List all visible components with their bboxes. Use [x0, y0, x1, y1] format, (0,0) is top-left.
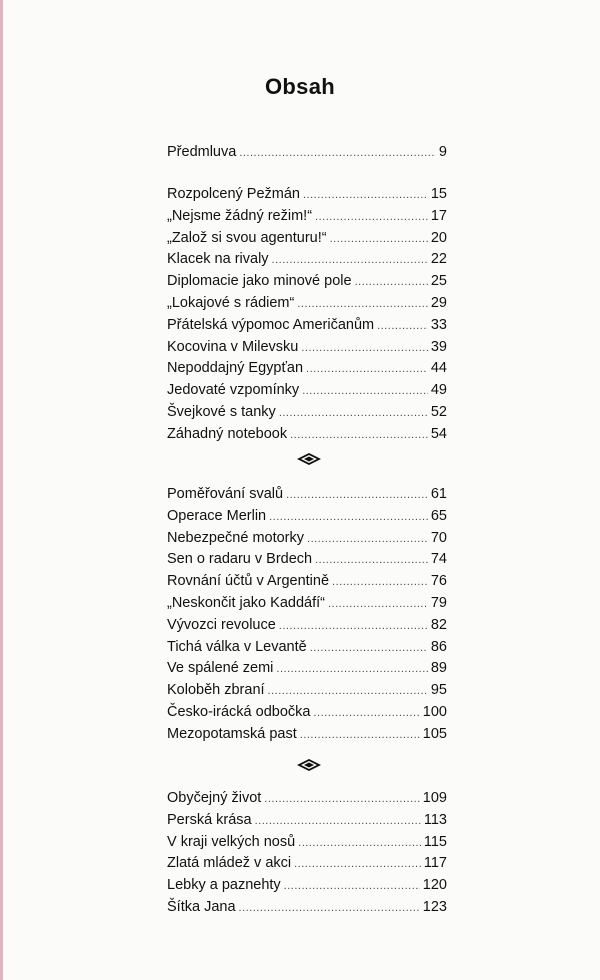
dot-leader [306, 363, 428, 375]
toc-entry [167, 899, 447, 921]
dot-leader [330, 233, 428, 245]
toc-entry-title: Kocovina v Milevsku [167, 338, 299, 355]
dot-leader [298, 837, 421, 849]
dot-leader [279, 620, 428, 632]
toc-entry-page: 109 [422, 790, 447, 806]
toc-entry [167, 530, 447, 552]
toc-entry [167, 790, 447, 812]
toc-entry [167, 317, 447, 339]
toc-entry-page: 54 [430, 425, 447, 442]
toc-entry-title: V kraji velkých nosů [167, 833, 296, 850]
dot-leader [286, 489, 428, 501]
toc-entry-page: 29 [430, 295, 447, 311]
dot-leader [294, 858, 421, 870]
toc-entry-page: 115 [423, 833, 447, 850]
dot-leader [264, 793, 420, 805]
toc-entry [167, 208, 447, 230]
toc-entry-title: Ve spálené zemi [167, 660, 274, 677]
toc-entry-title: Koloběh zbraní [167, 682, 265, 699]
toc-entry [167, 382, 447, 404]
dot-leader [279, 407, 428, 419]
toc-entry [167, 186, 447, 208]
dot-leader [315, 211, 428, 223]
toc-entry-title: Jedovaté vzpomínky [167, 382, 300, 399]
toc-entry [167, 508, 447, 530]
toc-entry-title: Nepoddajný Egypťan [167, 360, 304, 377]
toc-entry [167, 726, 447, 748]
toc-entry [167, 486, 447, 508]
toc-entry-title: Rozpolcený Pežmán [167, 186, 300, 202]
toc-entry-title: „Založ si svou agenturu!“ [167, 229, 327, 246]
toc-entry [167, 639, 447, 661]
toc-entry [167, 144, 447, 166]
dot-leader [315, 554, 428, 566]
toc-entry-page: 39 [430, 338, 447, 355]
toc-entry-page: 33 [430, 316, 447, 333]
dot-leader [297, 298, 428, 310]
toc-entry-title: Švejkové s tanky [167, 404, 276, 420]
dot-leader [301, 342, 428, 354]
toc-entry-title: Klacek na rivaly [167, 251, 269, 268]
toc-entry-page: 44 [430, 360, 447, 377]
toc-entry-title: Rovnání účtů v Argentině [167, 573, 330, 590]
toc-entry-title: Šítka Jana [167, 899, 236, 915]
toc-entry-page: 65 [430, 507, 447, 524]
toc-entry [167, 251, 447, 273]
dot-leader [290, 429, 428, 441]
toc-entry-title: Záhadný notebook [167, 425, 288, 442]
toc-entry-title: Poměřování svalů [167, 486, 284, 502]
toc-entry-page: 100 [422, 704, 447, 720]
dot-leader [268, 685, 428, 697]
ornament-divider [296, 758, 322, 772]
dot-leader [377, 320, 428, 332]
toc-entry-title: „Lokajové s rádiem“ [167, 295, 295, 311]
toc-entry [167, 295, 447, 317]
toc-entry-page: 17 [430, 207, 447, 224]
toc-entry-page: 120 [422, 877, 447, 894]
toc-entry-page: 79 [430, 595, 447, 611]
dot-leader [272, 254, 428, 266]
dot-leader [328, 598, 428, 610]
toc-entry-title: Sen o radaru v Brdech [167, 551, 313, 568]
dot-leader [332, 576, 428, 588]
toc-entry-title: „Nejsme žádný režim!“ [167, 207, 313, 224]
toc-entry-title: Předmluva [167, 144, 237, 160]
toc-entry-title: Obyčejný život [167, 790, 262, 806]
page-title: Obsah [265, 74, 335, 99]
toc-entry [167, 617, 447, 639]
dot-leader [255, 815, 421, 827]
toc-entry-page: 25 [430, 273, 447, 290]
dot-leader [239, 147, 436, 159]
toc-entry-page: 61 [430, 486, 447, 502]
toc-entry-page: 52 [430, 404, 447, 420]
toc-entry [167, 877, 447, 899]
toc-entry-page: 49 [430, 382, 447, 399]
toc-entry-title: „Neskončit jako Kaddáfí“ [167, 595, 325, 611]
dot-leader [284, 880, 420, 892]
dot-leader [310, 642, 428, 654]
toc-entry-page: 15 [430, 186, 447, 202]
dot-leader [355, 276, 428, 288]
toc-entry-page: 82 [430, 616, 447, 633]
dot-leader [303, 189, 428, 201]
toc-entry-page: 9 [438, 144, 447, 160]
dot-leader [276, 663, 427, 675]
toc-entry-page: 105 [422, 725, 447, 742]
toc-entry [167, 339, 447, 361]
toc-entry [167, 834, 447, 856]
toc-entry-title: Mezopotamská past [167, 725, 297, 742]
toc-entry-title: Diplomacie jako minové pole [167, 273, 352, 290]
toc-entry [167, 660, 447, 682]
toc-entry [167, 273, 447, 295]
toc-entry-page: 70 [430, 529, 447, 546]
toc-entry [167, 595, 447, 617]
dot-leader [313, 707, 419, 719]
dot-leader [302, 385, 428, 397]
toc-entry [167, 360, 447, 382]
toc-entry-title: Vývozci revoluce [167, 616, 276, 633]
toc-entry-title: Česko-irácká odbočka [167, 704, 311, 720]
toc-entry-title: Operace Merlin [167, 507, 267, 524]
toc-entry-page: 20 [430, 229, 447, 246]
toc-entry-page: 86 [430, 638, 447, 655]
toc-entry-title: Nebezpečné motorky [167, 529, 305, 546]
page-edge [0, 0, 3, 980]
toc-entry-page: 123 [422, 899, 447, 915]
toc-entry [167, 404, 447, 426]
ornament-divider [296, 452, 322, 466]
toc-entry-page: 113 [423, 811, 447, 828]
toc-entry-title: Lebky a paznehty [167, 877, 281, 894]
toc-entry [167, 230, 447, 252]
toc-entry-page: 89 [430, 660, 447, 677]
dot-leader [239, 902, 420, 914]
dot-leader [307, 533, 428, 545]
toc-entry-title: Přátelská výpomoc Američanům [167, 316, 375, 333]
toc-entry-page: 95 [430, 682, 447, 699]
toc-entry [167, 704, 447, 726]
toc-entry [167, 551, 447, 573]
toc-entry [167, 573, 447, 595]
toc-entry-page: 117 [423, 855, 447, 872]
toc-entry-title: Tichá válka v Levantě [167, 638, 307, 655]
toc-entry [167, 682, 447, 704]
toc-entry-title: Zlatá mládež v akci [167, 855, 292, 872]
toc-entry [167, 855, 447, 877]
dot-leader [269, 511, 428, 523]
toc-entry [167, 812, 447, 834]
toc-entry-page: 76 [430, 573, 447, 590]
toc-entry-page: 74 [430, 551, 447, 568]
dot-leader [300, 729, 420, 741]
toc-entry-title: Perská krása [167, 811, 252, 828]
toc-entry [167, 426, 447, 448]
toc-entry-page: 22 [430, 251, 447, 268]
